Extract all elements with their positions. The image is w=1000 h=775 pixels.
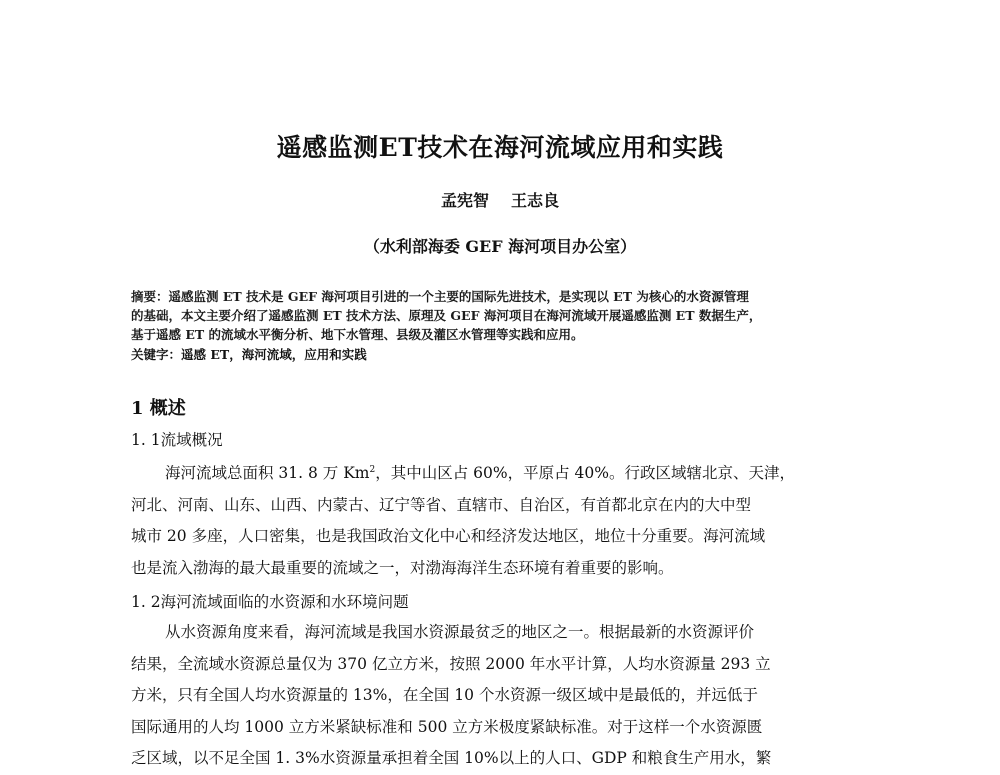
subsection-heading: 1. 1流域概况 bbox=[131, 431, 223, 449]
paragraph-line: 结果，全流域水资源总量仅为 370 亿立方米，按照 2000 年水平计算，人均水资源量 293 立 bbox=[131, 654, 771, 673]
author-name: 孟宪智 bbox=[440, 191, 489, 210]
abstract-line: 的基础，本文主要介绍了遥感监测 ET 技术方法、原理及 GEF 海河项目在海河流域开展遥感监测 ET 数据生产， bbox=[131, 308, 762, 323]
author-list bbox=[0, 188, 1000, 211]
abstract bbox=[131, 287, 871, 344]
paragraph-line: 乏区域，以不足全国 1. 3%水资源量承担着全国 10%以上的人口、GDP 和粮食生产用水，繁 bbox=[131, 749, 772, 767]
author-name: 王志良 bbox=[511, 191, 560, 210]
paragraph-line: 城市 20 多座，人口密集，也是我国政治文化中心和经济发达地区，地位十分重要。海河流域 bbox=[131, 527, 766, 546]
affiliation: （水利部海委 GEF 海河项目办公室） bbox=[363, 237, 637, 256]
paragraph-line: 也是流入渤海的最大最重要的流域之一，对渤海海洋生态环境有着重要的影响。 bbox=[131, 558, 674, 577]
section-heading: 1 概述 bbox=[131, 398, 186, 419]
abstract-line: 基于遥感 ET 的流域水平衡分析、地下水管理、县级及灌区水管理等实践和应用。 bbox=[131, 327, 584, 342]
paper-title: 遥感监测ET技术在海河流域应用和实践 bbox=[276, 133, 724, 162]
subsection-heading: 1. 2海河流域面临的水资源和水环境问题 bbox=[131, 593, 409, 611]
paragraph-line: 河北、河南、山东、山西、内蒙古、辽宁等省、直辖市、自治区，有首都北京在内的大中型 bbox=[131, 495, 752, 514]
paragraph-line: 海河流域总面积 31. 8 万 Km$^2$，其中山区占 60%，平原占 40%。行政区域辖北京、天津， bbox=[165, 464, 795, 483]
abstract-label: 摘要： bbox=[131, 289, 169, 304]
paragraph-line: 国际通用的人均 1000 立方米紧缺标准和 500 立方米极度紧缺标准。对于这样一个水资源匮 bbox=[131, 717, 763, 736]
keywords-label: 关键字： bbox=[131, 347, 182, 362]
abstract-line: 摘要：遥感监测 ET 技术是 GEF 海河项目引进的一个主要的国际先进技术，是实现以 ET 为核心的水资源管理 bbox=[131, 289, 749, 304]
paragraph-basin-overview bbox=[131, 455, 861, 584]
keywords-text: 遥感 ET，海河流域，应用和实践 bbox=[181, 347, 367, 362]
paragraph-line: 从水资源角度来看，海河流域是我国水资源最贫乏的地区之一。根据最新的水资源评价 bbox=[165, 623, 755, 641]
keywords bbox=[131, 345, 871, 364]
paragraph-water-problems bbox=[131, 617, 861, 775]
paragraph-line: 方米，只有全国人均水资源量的 13%，在全国 10 个水资源一级区域中是最低的，并远低于 bbox=[131, 686, 758, 704]
